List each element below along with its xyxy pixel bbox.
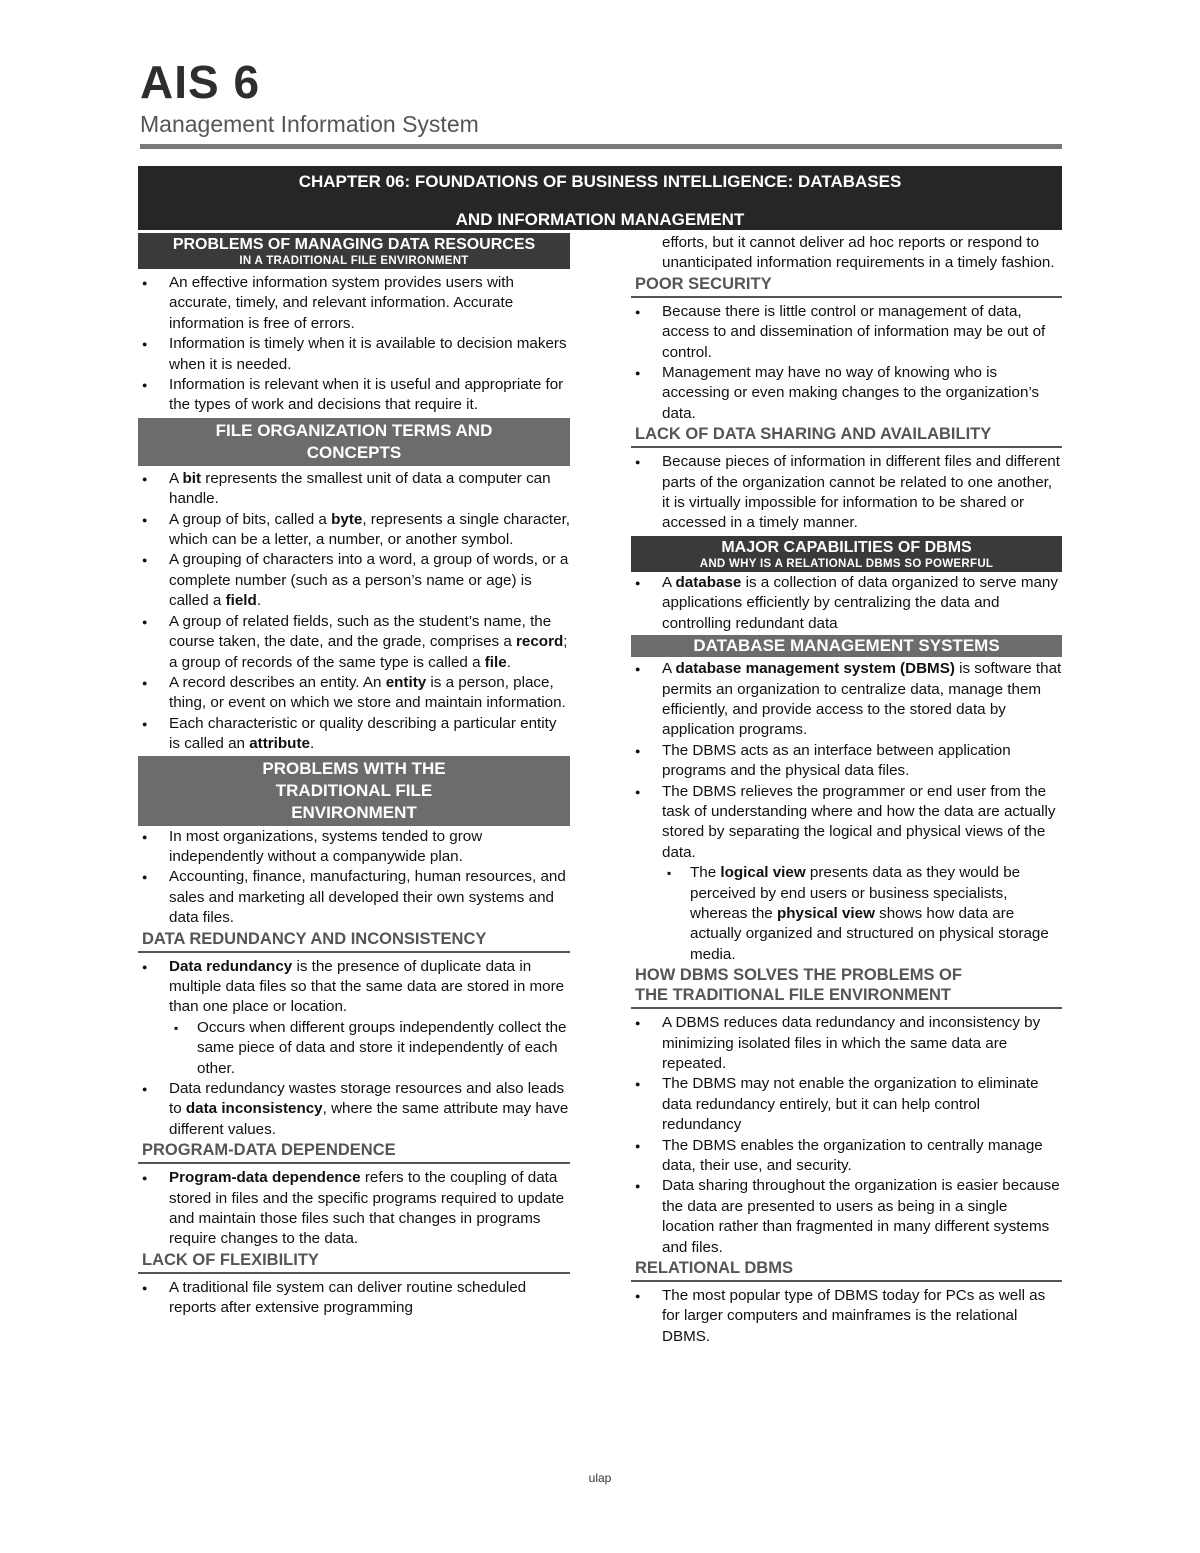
- term-data-inconsistency: data inconsistency: [185, 1100, 323, 1118]
- subsection-heading-line2: THE TRADITIONAL FILE ENVIRONMENT: [635, 986, 951, 1005]
- bullet-list: [631, 452, 1062, 534]
- list-item: ● The most popular type of DBMS today for PCs as well as for larger computers and mainframes is the relational DBMS.: [631, 1286, 1062, 1347]
- bullet-list: [138, 827, 570, 929]
- course-title: AIS 6: [140, 56, 261, 108]
- list-item: ● Program-data dependence refers to the coupling of data stored in files and the specific programs required to update and maintain those files such that changes in programs require changes to the data.: [138, 1168, 570, 1250]
- page-footer: ulap: [588, 1471, 612, 1485]
- bullet-list: [631, 659, 1062, 965]
- list-item: ● A database management system (DBMS) is software that permits an organization to centralize data, manage them efficiently, and provide access to the stored data by application programs.: [631, 659, 1062, 741]
- list-item: ● Accounting, finance, manufacturing, human resources, and sales and marketing all developed their own systems and data files.: [138, 867, 570, 928]
- list-item: ● Management may have no way of knowing who is accessing or even making changes to the organization’s data.: [631, 363, 1062, 424]
- bullet-list: [631, 302, 1062, 424]
- list-item: ● The DBMS enables the organization to centrally manage data, their use, and security.: [631, 1136, 1062, 1177]
- term-file: file: [484, 653, 507, 671]
- list-item: ● Because pieces of information in different files and different parts of the organization cannot be related to one another, it is virtually impossible for information to be shared or accessed in a timely manner.: [631, 452, 1062, 534]
- bullet-list: [631, 1013, 1062, 1258]
- course-subtitle: Management Information System: [140, 111, 479, 137]
- section-band: [138, 233, 570, 269]
- subsection-heading: PROGRAM-DATA DEPENDENCE: [138, 1140, 570, 1164]
- list-item: ● Because there is little control or management of data, access to and dissemination of information may be out of control.: [631, 302, 1062, 363]
- subsection-heading: LACK OF DATA SHARING AND AVAILABILITY: [631, 424, 1062, 448]
- left-column: [138, 233, 570, 1319]
- page-header: [140, 56, 1062, 149]
- list-item: ● An effective information system provides users with accurate, timely, and relevant information. Accurate information is free of errors.: [138, 273, 570, 334]
- chapter-banner: [138, 166, 1062, 230]
- bullet-list: [138, 469, 570, 755]
- list-item: ● A group of bits, called a byte, represents a single character, which can be a letter, a number, or another symbol.: [138, 510, 570, 551]
- bullet-list: [138, 273, 570, 416]
- term-entity: entity: [385, 673, 427, 691]
- sub-list-item: ▪ Occurs when different groups independently collect the same piece of data and store it independently of each other.: [169, 1018, 570, 1079]
- continued-text: efforts, but it cannot deliver ad hoc reports or respond to unanticipated information requirements in a timely fashion.: [662, 234, 1055, 272]
- sub-list-item: ▪ The logical view presents data as they would be perceived by end users or business specialists, whereas the physical view shows how data are actually organized and structured on physical storage media.: [662, 863, 1062, 965]
- term-record: record: [516, 633, 564, 651]
- list-item: ● The DBMS may not enable the organization to eliminate data redundancy entirely, but it can help control redundancy: [631, 1074, 1062, 1135]
- list-item: ● The DBMS relieves the programmer or end user from the task of understanding where and how the data are actually stored by separating the logical and physical views of the data. ▪ The logical view presents data as they would be perceived by end users or business specialists, whereas the physical view shows how data are actually organized and structured on physical storage media.: [631, 782, 1062, 966]
- list-item: ● Data redundancy is the presence of duplicate data in multiple data files so that the same data are stored in more than one place or location. ▪ Occurs when different groups independently collect the same piece of data and store it independently of each other.: [138, 957, 570, 1079]
- section-title: FILE ORGANIZATION TERMS AND CONCEPTS: [215, 420, 493, 462]
- bullet-list: [138, 1168, 570, 1250]
- section-band: [138, 418, 570, 466]
- term-dbms: database management system (DBMS): [675, 660, 955, 678]
- list-item: ● Information is relevant when it is useful and appropriate for the types of work and decisions that require it.: [138, 375, 570, 416]
- section-title: PROBLEMS WITH THE TRADITIONAL FILE ENVIRONMENT: [262, 758, 446, 822]
- subsection-heading: [631, 965, 1062, 1009]
- list-item: ● A grouping of characters into a word, a group of words, or a complete number (such as a person’s name or age) is called a field.: [138, 550, 570, 611]
- term-byte: byte: [331, 510, 363, 528]
- subsection-heading: DATA REDUNDANCY AND INCONSISTENCY: [138, 929, 570, 953]
- section-title: PROBLEMS OF MANAGING DATA RESOURCES: [172, 236, 536, 253]
- section-band: [631, 635, 1062, 657]
- chapter-title-line2: AND INFORMATION MANAGEMENT: [455, 210, 745, 229]
- subsection-heading: POOR SECURITY: [631, 274, 1062, 298]
- term-logical-view: logical view: [720, 864, 806, 882]
- term-attribute: attribute: [249, 735, 310, 753]
- section-band: [138, 756, 570, 826]
- list-item: ● Information is timely when it is available to decision makers when it is needed.: [138, 334, 570, 375]
- section-subtitle: IN A TRADITIONAL FILE ENVIRONMENT: [239, 255, 469, 267]
- term-program-data-dependence: Program-data dependence: [169, 1169, 361, 1187]
- term-data-redundancy: Data redundancy: [169, 957, 293, 975]
- term-bit: bit: [182, 469, 202, 487]
- subsection-heading: LACK OF FLEXIBILITY: [138, 1250, 570, 1274]
- right-column: [631, 233, 1062, 1347]
- sub-bullet-list: [169, 1018, 570, 1079]
- list-item: ● A group of related fields, such as the student’s name, the course taken, the date, and the grade, comprises a record; a group of records of the same type is called a file.: [138, 612, 570, 673]
- bullet-list: [138, 957, 570, 1141]
- section-band: [631, 536, 1062, 572]
- section-title: DATABASE MANAGEMENT SYSTEMS: [693, 636, 1000, 656]
- list-item: ● Data redundancy wastes storage resources and also leads to data inconsistency, where the same attribute may have different values.: [138, 1079, 570, 1140]
- term-database: database: [675, 573, 742, 591]
- sub-bullet-list: [662, 863, 1062, 965]
- list-item: ● Data sharing throughout the organization is easier because the data are presented to users as being in a single location rather than fragmented in many different systems and files.: [631, 1176, 1062, 1258]
- section-title: MAJOR CAPABILITIES OF DBMS: [721, 538, 972, 556]
- subsection-heading: RELATIONAL DBMS: [631, 1258, 1062, 1282]
- term-field: field: [225, 592, 257, 610]
- list-item: ● The DBMS acts as an interface between application programs and the physical data files.: [631, 741, 1062, 782]
- section-subtitle: AND WHY IS A RELATIONAL DBMS SO POWERFUL: [699, 557, 994, 570]
- bullet-list: [138, 1278, 570, 1319]
- list-item: ● A database is a collection of data organized to serve many applications efficiently by centralizing the data and controlling redundant data: [631, 573, 1062, 634]
- list-item: ● A DBMS reduces data redundancy and inconsistency by minimizing isolated files in which the same data are repeated.: [631, 1013, 1062, 1074]
- list-item: ● A traditional file system can deliver routine scheduled reports after extensive programming: [138, 1278, 570, 1319]
- term-physical-view: physical view: [776, 904, 875, 922]
- chapter-title-line1: CHAPTER 06: FOUNDATIONS OF BUSINESS INTELLIGENCE: DATABASES: [298, 172, 902, 191]
- list-item: ● Each characteristic or quality describing a particular entity is called an attribute.: [138, 714, 570, 755]
- subsection-heading-line1: HOW DBMS SOLVES THE PROBLEMS OF: [635, 966, 962, 985]
- header-divider: [140, 144, 1062, 149]
- list-item: ● A record describes an entity. An entity is a person, place, thing, or event on which we store and maintain information.: [138, 673, 570, 714]
- bullet-list: [631, 1286, 1062, 1347]
- list-item: ● In most organizations, systems tended to grow independently without a companywide plan.: [138, 827, 570, 868]
- list-item: ● A bit represents the smallest unit of data a computer can handle.: [138, 469, 570, 510]
- bullet-list: [631, 573, 1062, 634]
